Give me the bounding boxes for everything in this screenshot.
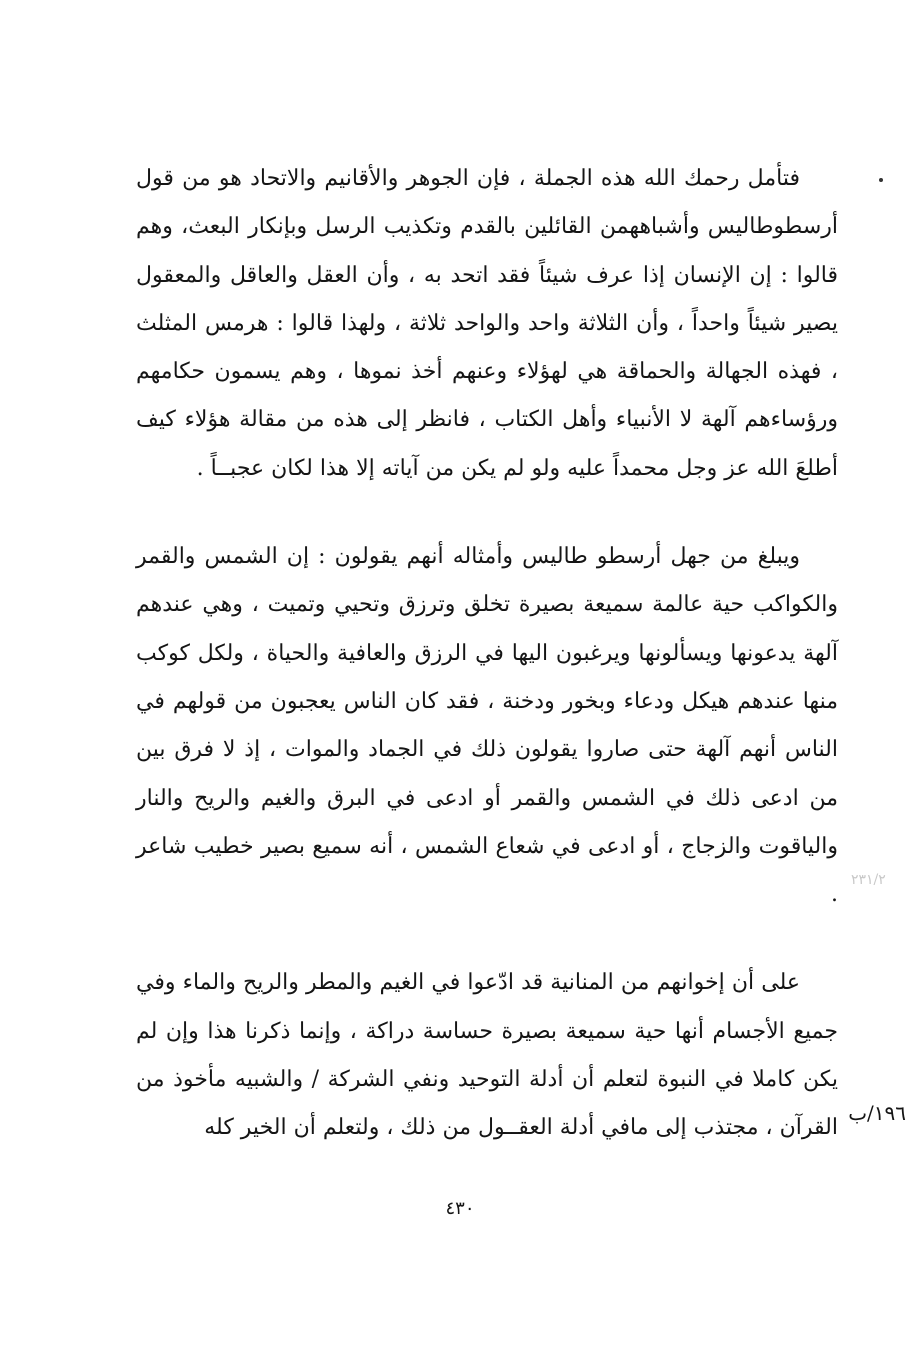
paragraph-3: على أن إخوانهم من المنانية قد ادّعوا في الغيم والمطر والريح والماء وفي جميع الأجسام أنها حية سميعة بصيرة حساسة دراكة ، وإنما ذكرنا هذا وإن لم يكن كاملا في النبوة لتعلم أن أدلة التوحيد ونفي الشركة / والشبيه مأخوذ من القرآن ، مجتذب إلى مافي أدلة العقــول من ذلك ، ولتعلم أن الخير كله — [136, 970, 838, 1141]
folio-reference: ١٩٦/ب — [848, 1101, 906, 1125]
body-text — [136, 155, 838, 1153]
margin-dot — [879, 178, 883, 182]
faint-margin-mark: ٢٣١/٢ — [851, 872, 886, 888]
paragraph-1: فتأمل رحمك الله هذه الجملة ، فإن الجوهر والأقانيم والاتحاد هو من قول أرسطوطاليس وأشباههمن القائلين بالقدم وتكذيب الرسل وبإنكار البعث، وهم قالوا : إن الإنسان إذا عرف شيئاً فقد اتحد به ، وأن العقل والعاقل والمعقول يصير شيئاً واحداً ، وأن الثلاثة واحد والواحد ثلاثة ، ولهذا قالوا : هرمس المثلث ، فهذه الجهالة والحماقة هي لهؤلاء وعنهم أخذ نموها ، وهم يسمون حكامهم ورؤساءهم آلهة لا الأنبياء وأهل الكتاب ، فانظر إلى هذه من مقالة هؤلاء كيف أطلعَ الله عز وجل محمداً عليه ولو لم يكن من آياته إلا هذا لكان عجبــاً . — [136, 166, 838, 481]
page-number: ٤٣٠ — [445, 1198, 475, 1219]
paragraph-2: ويبلغ من جهل أرسطو طاليس وأمثاله أنهم يقولون : إن الشمس والقمر والكواكب حية عالمة سميعة بصيرة تخلق وترزق وتحيي وتميت ، وهي عندهم آلهة يدعونها ويسألونها ويرغبون اليها في الرزق والعافية والحياة ، ولكل كوكب منها عندهم هيكل ودعاء وبخور ودخنة ، فقد كان الناس يعجبون من قولهم في الناس أنهم آلهة حتى صاروا يقولون ذلك في الجماد والموات ، إذ لا فرق بين من ادعى ذلك في الشمس والقمر أو ادعى في البرق والغيم والريح والنار والياقوت والزجاج ، أو ادعى في شعاع الشمس ، أنه سميع بصير خطيب شاعر . — [136, 544, 838, 908]
